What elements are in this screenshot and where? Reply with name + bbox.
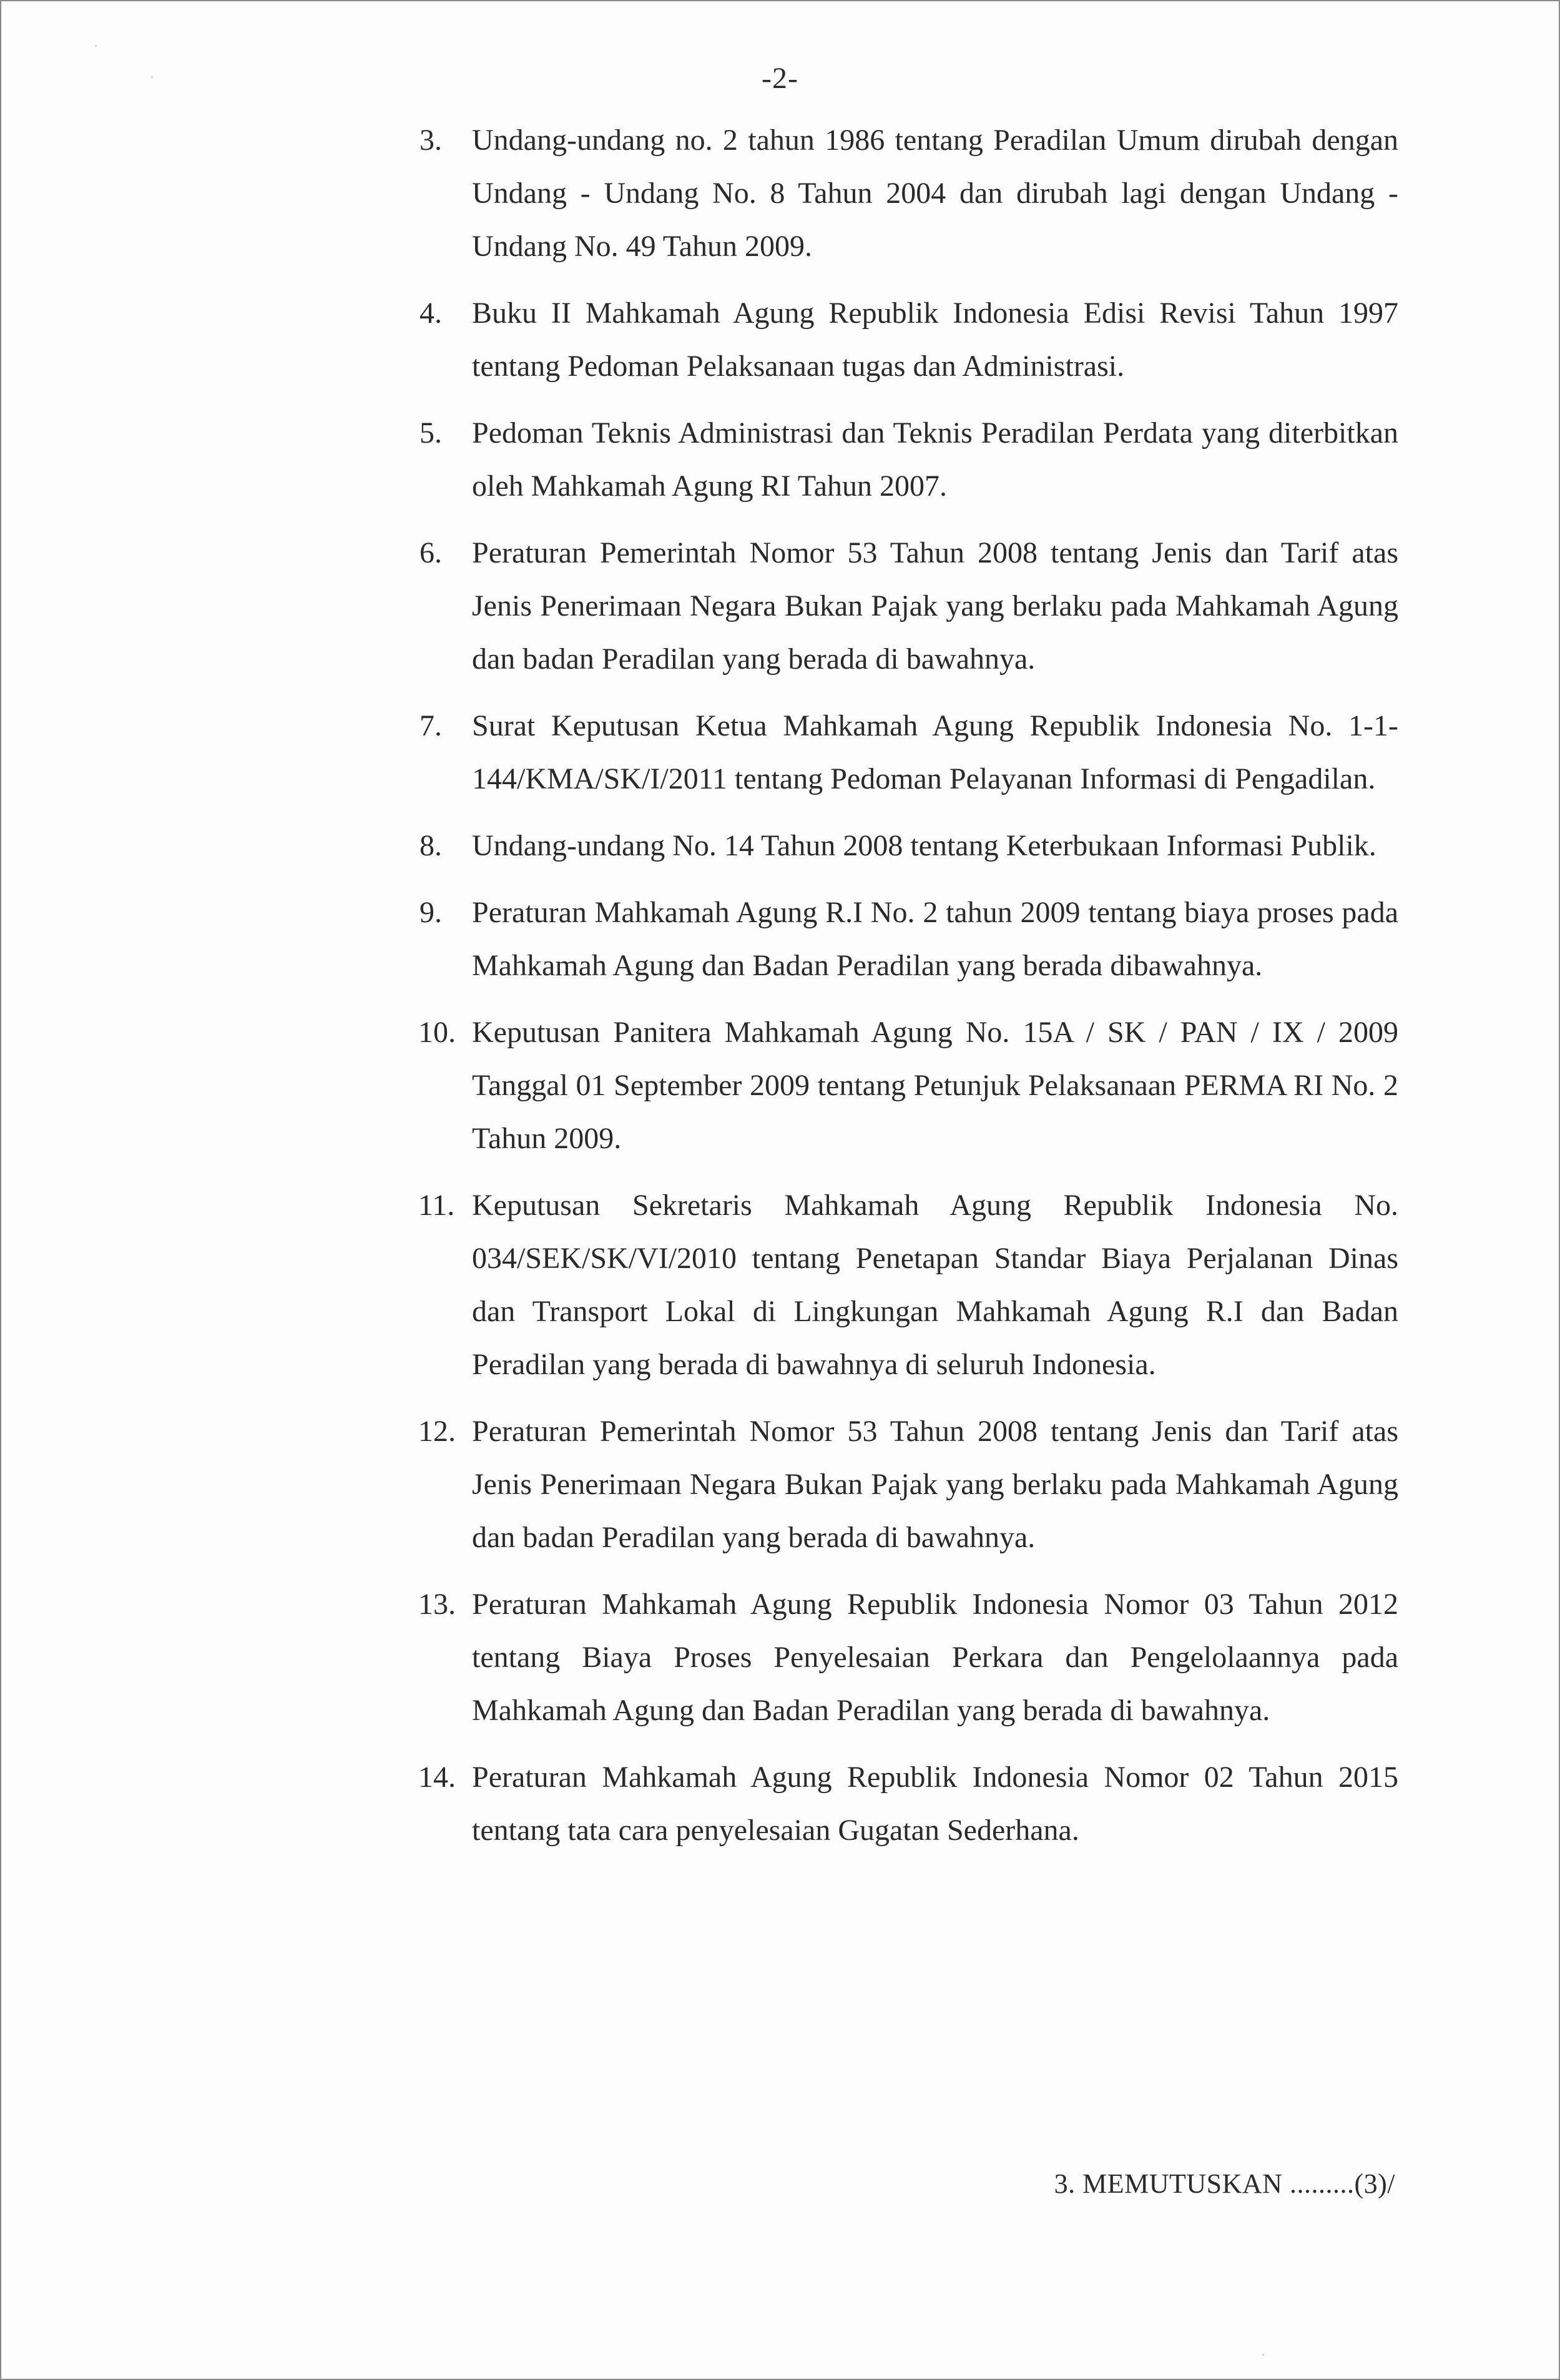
list-item xyxy=(419,114,1398,273)
item-number: 8. xyxy=(419,829,442,862)
item-number: 10. xyxy=(418,1016,456,1049)
list-item xyxy=(419,886,1398,992)
item-text: Peraturan Mahkamah Agung Republik Indonesia Nomor 03 Tahun 2012 tentang Biaya Proses Penyelesaian Perkara dan Pengelolaannya pada Mahkamah Agung dan Badan Peradilan yang berada di bawahnya. xyxy=(472,1588,1398,1727)
list-item xyxy=(419,1179,1398,1391)
list-item xyxy=(419,287,1398,393)
scan-speck xyxy=(95,45,97,47)
item-text: Buku II Mahkamah Agung Republik Indonesia Edisi Revisi Tahun 1997 tentang Pedoman Pelaksanaan tugas dan Administrasi. xyxy=(472,297,1398,383)
item-text: Undang-undang no. 2 tahun 1986 tentang Peradilan Umum dirubah dengan Undang - Undang No. 8 Tahun 2004 dan dirubah lagi dengan Undang -Undang No. 49 Tahun 2009. xyxy=(472,124,1398,263)
page-number: -2- xyxy=(762,62,798,95)
item-text: Undang-undang No. 14 Tahun 2008 tentang Keterbukaan Informasi Publik. xyxy=(472,829,1376,862)
item-text: Keputusan Sekretaris Mahkamah Agung Republik Indonesia No. 034/SEK/SK/VI/2010 tentang Penetapan Standar Biaya Perjalanan Dinas dan Transport Lokal di Lingkungan Mahkamah Agung R.I dan Badan Peradilan yang berada di bawahnya di seluruh Indonesia. xyxy=(472,1189,1398,1381)
item-number: 12. xyxy=(418,1415,456,1448)
list-item xyxy=(419,699,1398,805)
item-number: 5. xyxy=(419,416,442,450)
item-text: Keputusan Panitera Mahkamah Agung No. 15A / SK / PAN / IX / 2009 Tanggal 01 September 2009 tentang Petunjuk Pelaksanaan PERMA RI No. 2 Tahun 2009. xyxy=(472,1016,1398,1155)
item-number: 14. xyxy=(418,1761,456,1794)
item-number: 13. xyxy=(418,1588,456,1621)
item-number: 9. xyxy=(419,896,442,929)
item-text: Surat Keputusan Ketua Mahkamah Agung Republik Indonesia No. 1-1-144/KMA/SK/I/2011 tentang Pedoman Pelayanan Informasi di Pengadilan. xyxy=(472,709,1398,795)
list-item xyxy=(419,1751,1398,1857)
item-number: 6. xyxy=(419,536,442,569)
list-item xyxy=(419,1006,1398,1165)
item-text: Peraturan Mahkamah Agung R.I No. 2 tahun 2009 tentang biaya proses pada Mahkamah Agung dan Badan Peradilan yang berada dibawahnya. xyxy=(472,896,1398,982)
list-item xyxy=(419,1578,1398,1737)
list-item xyxy=(419,1405,1398,1564)
continuation-footer: 3. MEMUTUSKAN .........(3)/ xyxy=(1054,2168,1395,2199)
item-number: 4. xyxy=(419,297,442,330)
item-text: Pedoman Teknis Administrasi dan Teknis Peradilan Perdata yang diterbitkan oleh Mahkamah Agung RI Tahun 2007. xyxy=(472,416,1398,503)
item-number: 3. xyxy=(419,124,442,157)
item-number: 7. xyxy=(419,709,442,742)
scan-speck xyxy=(1262,2354,1264,2356)
item-text: Peraturan Mahkamah Agung Republik Indonesia Nomor 02 Tahun 2015 tentang tata cara penyelesaian Gugatan Sederhana. xyxy=(472,1761,1398,1847)
list-item xyxy=(419,819,1398,872)
list-item xyxy=(419,526,1398,686)
item-text: Peraturan Pemerintah Nomor 53 Tahun 2008 tentang Jenis dan Tarif atas Jenis Penerimaan Negara Bukan Pajak yang berlaku pada Mahkamah Agung dan badan Peradilan yang berada di bawahnya. xyxy=(472,536,1398,676)
item-text: Peraturan Pemerintah Nomor 53 Tahun 2008 tentang Jenis dan Tarif atas Jenis Penerimaan Negara Bukan Pajak yang berlaku pada Mahkamah Agung dan badan Peradilan yang berada di bawahnya. xyxy=(472,1415,1398,1554)
list-item xyxy=(419,406,1398,513)
legal-basis-list xyxy=(419,114,1398,1871)
item-number: 11. xyxy=(418,1189,455,1222)
